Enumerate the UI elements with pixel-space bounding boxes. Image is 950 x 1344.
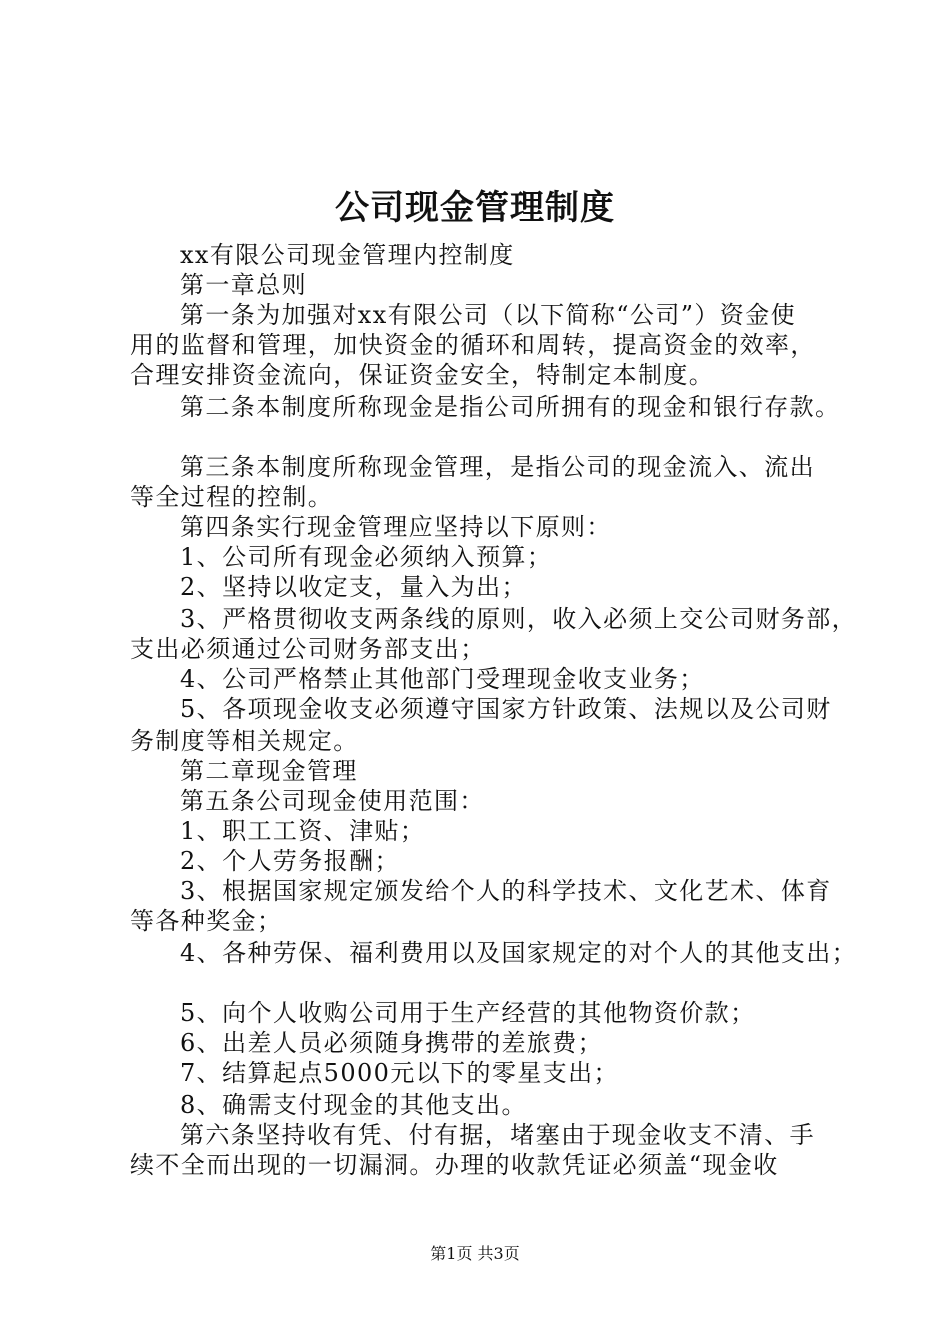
list-item: 3、根据国家规定颁发给个人的科学技术、文化艺术、体育: [180, 877, 832, 905]
paragraph-line: 第五条公司现金使用范围：: [180, 787, 485, 815]
list-item: 1、职工工资、津贴；: [180, 817, 426, 845]
paragraph-line: 第四条实行现金管理应坚持以下原则：: [180, 513, 612, 541]
list-item: 支出必须通过公司财务部支出；: [130, 635, 486, 663]
list-item: 4、各种劳保、福利费用以及国家规定的对个人的其他支出；: [180, 939, 858, 967]
list-item: 2、坚持以收定支，量入为出；: [180, 573, 527, 601]
document-title: 公司现金管理制度: [335, 188, 615, 228]
list-item: 1、公司所有现金必须纳入预算；: [180, 543, 553, 571]
list-item: 等各种奖金；: [130, 907, 283, 935]
list-item: 8、确需支付现金的其他支出。: [180, 1091, 527, 1119]
paragraph-line: 用的监督和管理，加快资金的循环和周转，提高资金的效率，: [130, 331, 816, 359]
list-item: 7、结算起点5000元以下的零星支出；: [180, 1059, 619, 1087]
paragraph-line: 等全过程的控制。: [130, 483, 334, 511]
chapter-heading: 第一章总则: [180, 271, 307, 299]
list-item: 5、向个人收购公司用于生产经营的其他物资价款；: [180, 999, 756, 1027]
list-item: 4、公司严格禁止其他部门受理现金收支业务；: [180, 665, 705, 693]
doc-subtitle: xx有限公司现金管理内控制度: [180, 241, 515, 269]
chapter-heading: 第二章现金管理: [180, 757, 358, 785]
paragraph-line: 合理安排资金流向，保证资金安全，特制定本制度。: [130, 361, 715, 389]
paragraph-line: 第三条本制度所称现金管理，是指公司的现金流入、流出: [180, 453, 815, 481]
list-item: 6、出差人员必须随身携带的差旅费；: [180, 1029, 604, 1057]
list-item: 5、各项现金收支必须遵守国家方针政策、法规以及公司财: [180, 695, 832, 723]
list-item: 2、个人劳务报酬；: [180, 847, 400, 875]
paragraph-line: 第二条本制度所称现金是指公司所拥有的现金和银行存款。: [180, 393, 841, 421]
list-item: 3、严格贯彻收支两条线的原则，收入必须上交公司财务部，: [180, 605, 858, 633]
paragraph-line: 第六条坚持收有凭、付有据，堵塞由于现金收支不清、手: [180, 1121, 815, 1149]
paragraph-line: 第一条为加强对xx有限公司（以下简称“公司”）资金使: [180, 301, 797, 329]
page-footer: 第1页 共3页: [430, 1244, 520, 1263]
list-item: 务制度等相关规定。: [130, 727, 359, 755]
paragraph-line: 续不全而出现的一切漏洞。办理的收款凭证必须盖“现金收: [130, 1151, 779, 1179]
